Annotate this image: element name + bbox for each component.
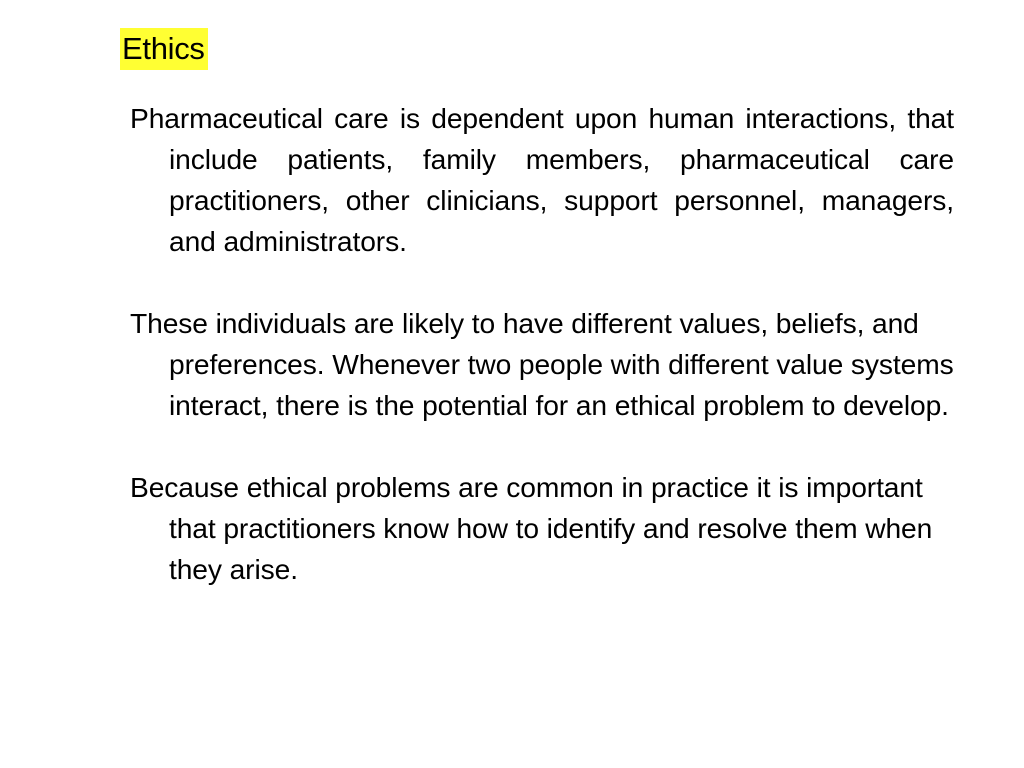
slide-title: Ethics [120, 28, 208, 70]
slide-body [130, 98, 954, 590]
paragraph-individual-values: These individuals are likely to have different values, beliefs, and preferences. Whenever two people with different value systems interact, there is the potential for an ethical problem to develop. [130, 307, 954, 421]
paragraph-pharmaceutical-care: Pharmaceutical care is dependent upon human interactions, that include patients, family members, pharmaceutical care practitioners, other clinicians, support personnel, managers, and administrators. [130, 102, 954, 257]
paragraph-ethical-problems: Because ethical problems are common in practice it is important that practitioners know how to identify and resolve them when they arise. [130, 471, 933, 585]
